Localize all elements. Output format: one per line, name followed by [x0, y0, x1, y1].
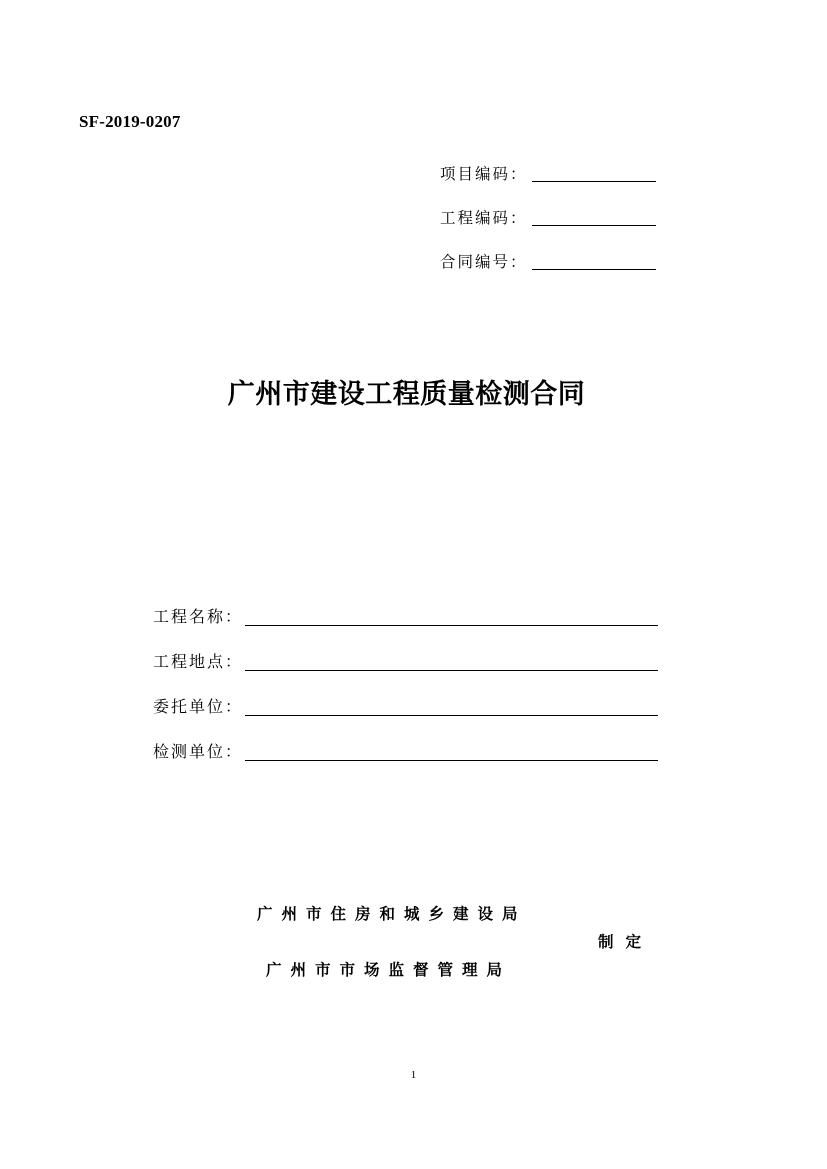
- engineering-code-label: 工程编码：: [440, 209, 528, 227]
- testing-unit-label: 检测单位：: [153, 742, 244, 761]
- project-location-label: 工程地点：: [153, 652, 244, 671]
- project-code-blank-line[interactable]: [532, 180, 656, 182]
- page-number: 1: [410, 1069, 417, 1081]
- issued-by-label: 制定: [598, 933, 654, 951]
- client-unit-blank-line[interactable]: [245, 714, 658, 716]
- project-location-row: [153, 646, 658, 672]
- contract-number-row: [440, 248, 656, 272]
- contract-number-blank-line[interactable]: [532, 268, 656, 270]
- contract-number-label: 合同编号：: [440, 253, 528, 271]
- project-location-blank-line[interactable]: [245, 669, 658, 671]
- project-name-label: 工程名称：: [153, 607, 244, 626]
- issuer-market-bureau: 广州市市场监督管理局: [266, 961, 512, 979]
- issuer-housing-bureau: 广州市住房和城乡建设局: [257, 905, 527, 923]
- engineering-code-blank-line[interactable]: [532, 224, 656, 226]
- project-name-row: [153, 601, 658, 627]
- testing-unit-row: [153, 736, 658, 762]
- testing-unit-blank-line[interactable]: [245, 759, 658, 761]
- engineering-code-row: [440, 204, 656, 228]
- page-title: 广州市建设工程质量检测合同: [227, 379, 586, 410]
- project-code-label: 项目编码：: [440, 165, 528, 183]
- document-code: SF-2019-0207: [79, 112, 181, 131]
- client-unit-label: 委托单位：: [153, 697, 244, 716]
- project-code-row: [440, 160, 656, 184]
- client-unit-row: [153, 691, 658, 717]
- project-name-blank-line[interactable]: [245, 624, 658, 626]
